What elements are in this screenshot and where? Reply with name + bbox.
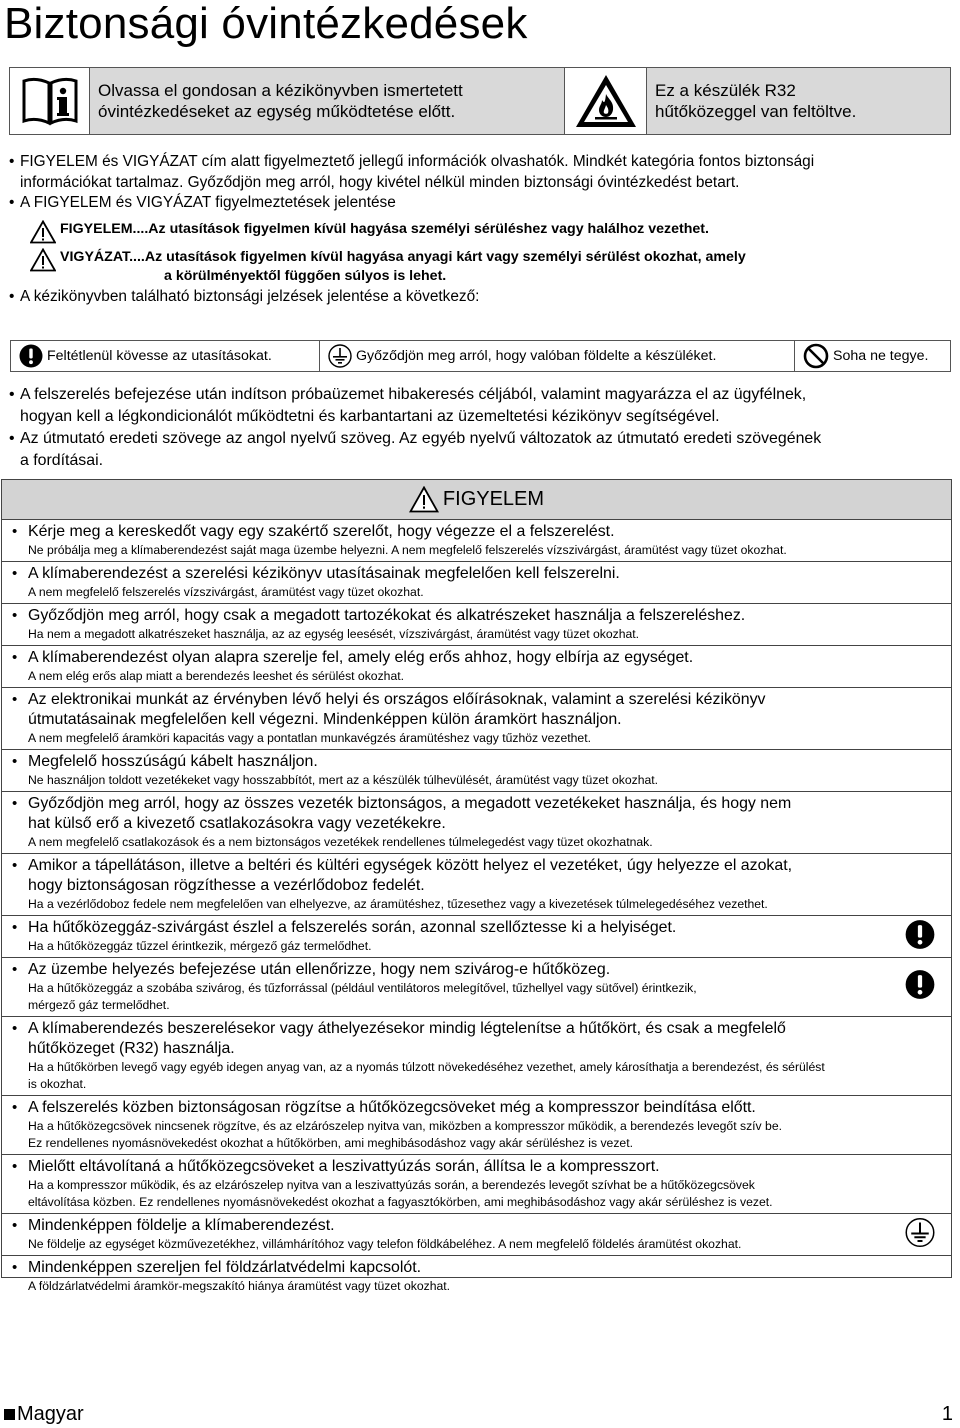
warning-item-main: • Megfelelő hosszúságú kábelt használjon.	[28, 753, 318, 770]
flammable-warning-icon	[573, 72, 639, 130]
warning-item-main: hűtőközeget (R32) használja.	[28, 1040, 235, 1057]
caution-triangle-icon	[30, 248, 56, 272]
warning-item-main: hogy biztonságosan rögzíthesse a vezérlődoboz fedelét.	[28, 877, 425, 894]
warning-box	[1, 479, 952, 1293]
warning-item-main: • Ha hűtőközeggáz-szivárgást észlel a felszerelés során, azonnal szellőztesse ki a helyiséget.	[28, 919, 677, 936]
read-manual-icon	[21, 75, 79, 127]
warning-item-main: hat külső erő a kivezető csatlakozásokra vagy vezetékekre.	[28, 815, 446, 832]
warning-item-main: • A klímaberendezés beszerelésekor vagy áthelyezésekor mindig légtelenítse a hűtőkört, és csak a megfelelő	[28, 1020, 786, 1037]
warning-item-symbol	[905, 919, 935, 954]
warning-item-detail: Ha a hűtőközeggáz a szobába szivárog, és tűzforrással (például ventilátoros melegítővel, tűzhellyel vagy sütővel) érintkezik,	[28, 981, 697, 995]
warning-item-symbol	[905, 1217, 935, 1252]
intro-section	[10, 152, 955, 307]
warning-item-main: • Győződjön meg arról, hogy az összes vezeték biztonságos, a megadott vezetékeket használja, és hogy nem	[28, 795, 792, 812]
flammable-cell	[565, 68, 647, 134]
symbol-mandatory: Feltétlenül kövesse az utasításokat.	[11, 341, 320, 371]
warning-item	[2, 792, 951, 854]
warning-item-detail: A nem megfelelő csatlakozások és a nem biztonságos vezetékek rendellenes túlmelegedést vagy tüzet okozhatnak.	[28, 835, 653, 849]
warning-item	[2, 646, 951, 688]
warning-item	[2, 1096, 951, 1155]
warning-header-triangle-icon	[409, 486, 439, 513]
warning-item-symbol	[905, 970, 935, 1005]
warning-item	[2, 854, 951, 916]
symbol-prohibited: Soha ne tegye.	[795, 341, 950, 371]
warning-item-main: • Amikor a tápellátáson, illetve a beltéri és kültéri egységek között helyez el vezetéket, úgy helyezze el azokat,	[28, 857, 793, 874]
warning-item	[2, 1155, 951, 1214]
warning-item	[2, 562, 951, 604]
warning-item-detail: Ha a kompresszor működik, és az elzárószelep nyitva van a leszivattyúzás során, a berendezés levegőt szívhat be a hűtőközegcsövek	[28, 1178, 755, 1192]
read-manual-text: Olvassa el gondosan a kézikönyvben ismertetett óvintézkedéseket az egység működtetése előtt.	[90, 68, 565, 134]
warning-item	[2, 520, 951, 562]
warning-item	[2, 1256, 951, 1297]
square-bullet-icon	[4, 1409, 15, 1420]
page-title: Biztonsági óvintézkedések	[4, 0, 528, 48]
intro-bullet-3: • A kézikönyvben található biztonsági jelzések jelentése a következő:	[10, 287, 955, 308]
warning-item	[2, 750, 951, 792]
warning-item-main: • Mindenképpen földelje a klímaberendezést.	[28, 1217, 335, 1234]
warning-item-detail: eltávolítása közben. Ez rendellenes nyomásnövekedést okozhat a fagyasztókörben, ami meghibásodáshoz vagy akár sérüléshez is vezet.	[28, 1195, 773, 1209]
warning-item	[2, 604, 951, 646]
warning-item	[2, 688, 951, 750]
warning-item-main: • A klímaberendezést olyan alapra szerelje fel, amely elég erős ahhoz, hogy elbírja az egységet.	[28, 649, 694, 666]
warning-item-main: • Az elektronikai munkát az érvényben lévő helyi és országos előírásoknak, valamint a szerelési kézikönyv	[28, 691, 766, 708]
manual-cell	[10, 68, 90, 134]
after-section	[10, 384, 955, 472]
warning-item-main: • Az üzembe helyezés befejezése után ellenőrizze, hogy nem szivárog-e hűtőközeg.	[28, 961, 611, 978]
prohibited-icon	[803, 343, 829, 369]
ground-icon	[905, 1217, 935, 1247]
page-number: 1	[941, 1403, 953, 1425]
warning-item-detail: A nem megfelelő felszerelés vízszivárgást, áramütést vagy tüzet okozhat.	[28, 585, 424, 599]
warning-item-detail: Ha a hűtőközegcsövek nincsenek rögzítve, és az elzárószelep nyitva van, miközben a kompresszor működik, a berendezés levegőt szív be.	[28, 1119, 782, 1133]
footer-language: Magyar	[4, 1403, 84, 1426]
warning-item-main: • Mielőtt eltávolítaná a hűtőközegcsöveket a leszivattyúzás során, állítsa le a kompresszort.	[28, 1158, 660, 1175]
mandatory-action-icon	[905, 919, 935, 949]
warning-item-detail: Ha nem a megadott alkatrészeket használja, az az egység leesését, vízszivárgást, áramütést vagy tüzet okozhat.	[28, 627, 640, 641]
warning-item-main: • Kérje meg a kereskedőt vagy egy szakértő szerelőt, hogy végezze el a felszerelést.	[28, 523, 615, 540]
ground-icon	[328, 344, 352, 368]
warning-triangle-icon	[30, 220, 56, 244]
warning-item	[2, 916, 951, 958]
warning-box-header: FIGYELEM	[2, 480, 951, 520]
warning-item-detail: A nem elég erős alap miatt a berendezés leeshet és sérülést okozhat.	[28, 669, 405, 683]
warning-item-detail: Ha a hűtőkörben levegő vagy egyéb idegen anyag van, az a nyomás túlzott növekedéséhez vezethet, amely károsíthatja a berendezést, és sérülést	[28, 1060, 825, 1074]
warning-item-detail: Ne próbálja meg a klímaberendezést saját maga üzembe helyezni. A nem megfelelő felszerelés vízszivárgást, áramütést vagy tüzet okozhat.	[28, 543, 787, 557]
warning-item-main: • A klímaberendezést a szerelési kézikönyv utasításainak megfelelően kell felszerelni.	[28, 565, 620, 582]
warning-item-detail: A földzárlatvédelmi áramkör-megszakító hiánya áramütést vagy tüzet okozhat.	[28, 1279, 451, 1293]
warning-items-list	[2, 520, 951, 1297]
after-bullet-1: • A felszerelés befejezése után indítson próbaüzemet hibakeresés céljából, valamint magyarázza el az ügyfélnek, hogyan kell a légkondicionálót működtetni és karbantartani az üzemeltetési kézikönyv segítségével.	[10, 384, 955, 427]
warning-item-main: útmutatásainak megfelelően kell végezni. Mindenképpen külön áramkört használjon.	[28, 711, 622, 728]
warning-item-detail: is okozhat.	[28, 1077, 87, 1091]
warning-item-main: • Mindenképpen szereljen fel földzárlatvédelmi kapcsolót.	[28, 1259, 422, 1276]
after-bullet-2: • Az útmutató eredeti szövege az angol nyelvű szöveg. Az egyéb nyelvű változatok az útmutató eredeti szövegének a fordításai.	[10, 428, 955, 471]
warning-item-detail: Ne földelje az egységet közművezetékhez, villámhárítóhoz vagy telefon földkábeléhez. A nem megfelelő földelés áramütést okozhat.	[28, 1237, 742, 1251]
warning-item-detail: Ne használjon toldott vezetékeket vagy hosszabbítót, mert az a készülék túlhevülését, áramütést vagy tüzet okozhat.	[28, 773, 659, 787]
top-info-box	[9, 67, 951, 135]
symbol-ground: Győződjön meg arról, hogy valóban földelte a készüléket.	[320, 341, 795, 371]
warning-item	[2, 1017, 951, 1096]
warning-item-detail: mérgező gáz termelődhet.	[28, 998, 170, 1012]
caution-meaning-line: VIGYÁZAT....Az utasítások figyelmen kívül hagyása anyagi kárt vagy személyi sérülést okozhat, amely a körülményektől függően súlyos is lehet.	[10, 248, 955, 286]
warning-item-main: • Győződjön meg arról, hogy csak a megadott tartozékokat és alkatrészeket használja a felszereléshez.	[28, 607, 746, 624]
warning-item-detail: A nem megfelelő áramköri kapacitás vagy a pontatlan munkavégzés áramütéshez vagy tűzhöz vezethet.	[28, 731, 591, 745]
mandatory-action-icon	[19, 344, 43, 368]
intro-bullet-1: • FIGYELEM és VIGYÁZAT cím alatt figyelmeztető jellegű információk olvashatók. Mindkét kategória fontos biztonsági információkat tartalmaz. Győződjön meg arról, hogy kivétel nélkül minden biztonsági óvintézkedést betart.	[10, 152, 955, 193]
safety-symbols-legend	[10, 340, 951, 372]
warning-item	[2, 1214, 951, 1256]
warning-meaning-line: FIGYELEM ....Az utasítások figyelmen kívül hagyása személyi sérüléshez vagy halálhoz vezethet.	[10, 220, 955, 244]
refrigerant-text: Ez a készülék R32 hűtőközeggel van feltöltve.	[655, 81, 857, 121]
warning-item-detail: Ez rendellenes nyomásnövekedést okozhat a hűtőkörben, ami meghibásodáshoz vagy akár sérüléshez is vezet.	[28, 1136, 633, 1150]
intro-bullet-2: • A FIGYELEM és VIGYÁZAT figyelmeztetések jelentése	[10, 193, 955, 214]
warning-item	[2, 958, 951, 1017]
warning-item-detail: Ha a vezérlődoboz fedele nem megfelelően van elhelyezve, az áramütéshez, tűzesethez vagy a kivezetések túlmelegedéséhez vezethet.	[28, 897, 768, 911]
warning-item-detail: Ha a hűtőközeggáz tűzzel érintkezik, mérgező gáz termelődhet.	[28, 939, 372, 953]
warning-item-main: • A felszerelés közben biztonságosan rögzítse a hűtőközegcsöveket még a kompresszor beindítása előtt.	[28, 1099, 756, 1116]
mandatory-action-icon	[905, 970, 935, 1000]
